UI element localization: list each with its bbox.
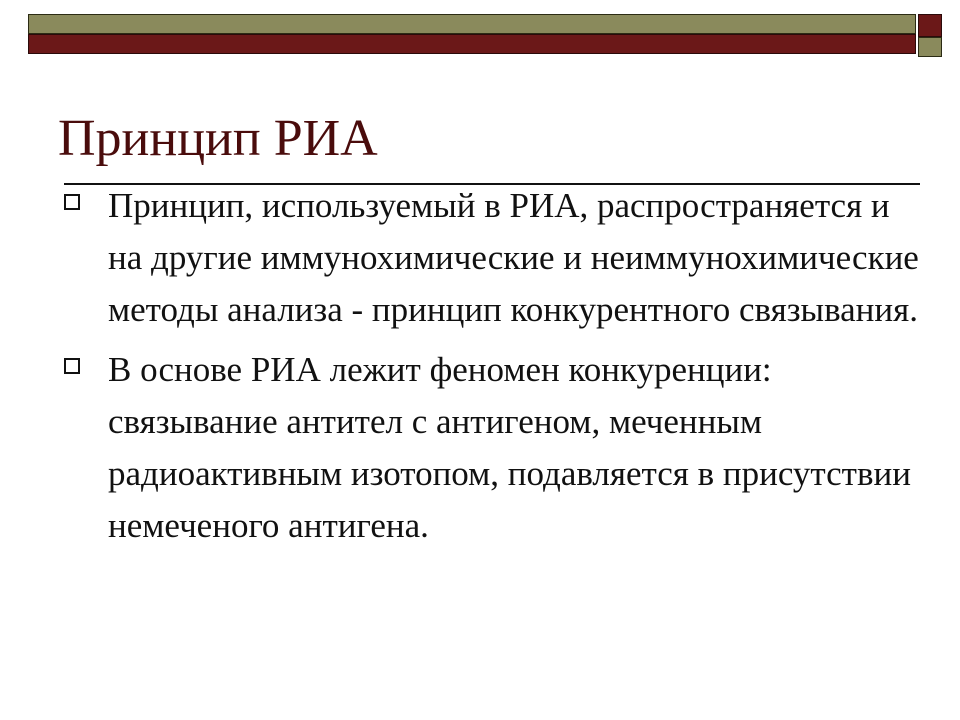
corner-block-maroon [918,14,942,37]
bullet-text: Принцип, используемый в РИА, распространяется и на другие иммунохимические и неиммунохимические методы анализа - принцип конкурентного связывания. [108,186,919,329]
hollow-square-bullet-icon [64,358,80,374]
header-band-olive [28,14,916,34]
corner-block-olive [918,37,942,57]
slide-title: Принцип РИА [58,110,378,167]
header-band-maroon [28,34,916,54]
bullet-item [62,180,932,336]
bullet-text: В основе РИА лежит феномен конкуренции: связывание антител с антигеном, меченным радиоактивным изотопом, подавляется в присутствии немеченого антигена. [108,350,911,545]
bullet-item [62,344,932,552]
hollow-square-bullet-icon [64,194,80,210]
decorative-header-bar [28,14,916,54]
slide-content [62,180,932,560]
